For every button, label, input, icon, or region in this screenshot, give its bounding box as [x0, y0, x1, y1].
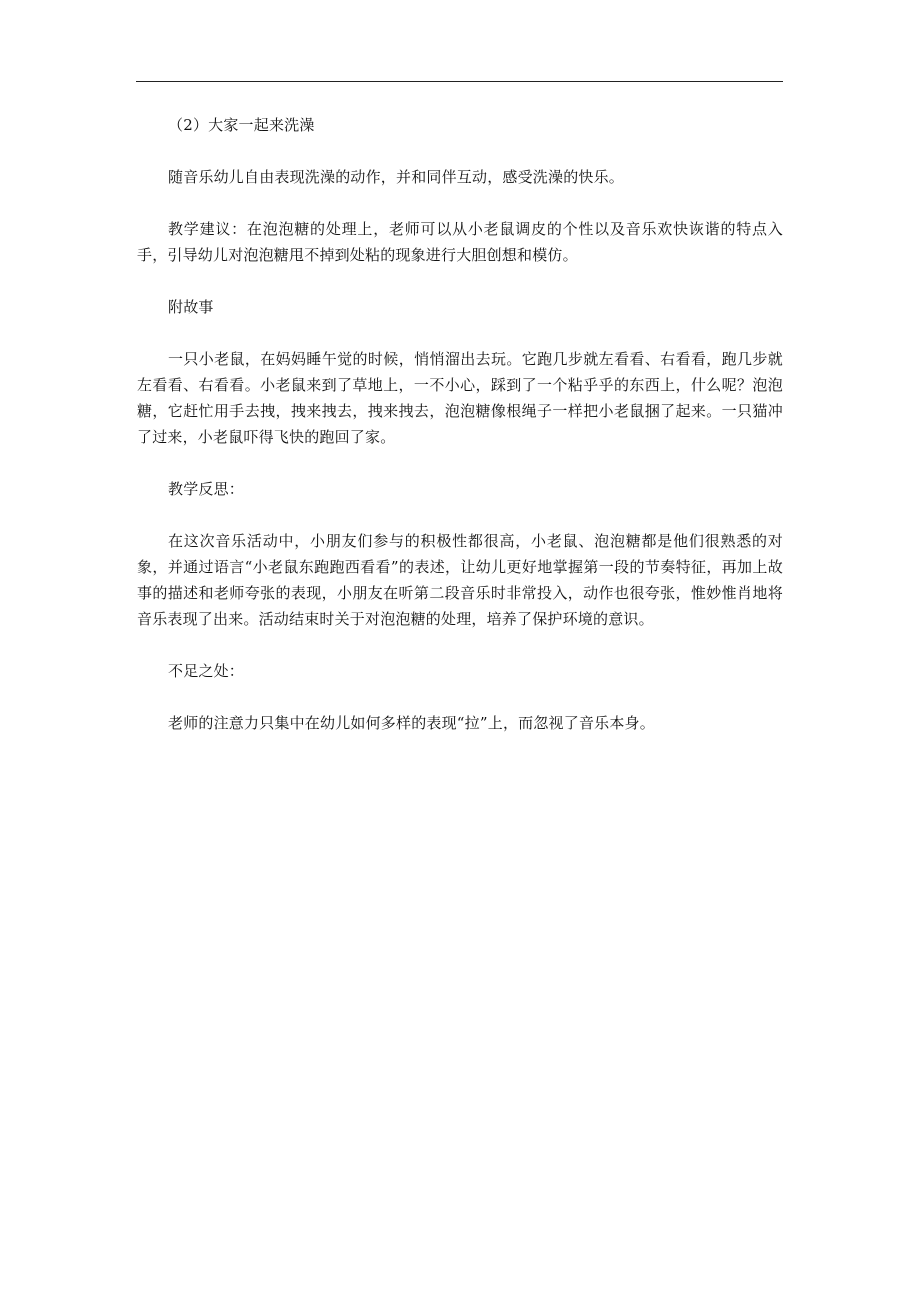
paragraph-story: 一只小老鼠，在妈妈睡午觉的时候，悄悄溜出去玩。它跑几步就左看看、右看看，跑几步就左看看、右看看。小老鼠来到了草地上，一不小心，踩到了一个粘乎乎的东西上，什么呢？泡泡糖，它赶忙用手去拽，拽来拽去，拽来拽去，泡泡糖像根绳子一样把小老鼠捆了起来。一只猫冲了过来，小老鼠吓得飞快的跑回了家。 — [137, 350, 783, 446]
paragraph-reflection: 在这次音乐活动中，小朋友们参与的积极性都很高，小老鼠、泡泡糖都是他们很熟悉的对象，并通过语言“小老鼠东跑跑西看看”的表述，让幼儿更好地掌握第一段的节奏特征，再加上故事的描述和老师夸张的表现，小朋友在听第二段音乐时非常投入，动作也很夸张，惟妙惟肖地将音乐表现了出来。活动结束时关于对泡泡糖的处理，培养了保护环境的意识。 — [137, 532, 783, 628]
heading-teaching-reflection: 教学反思： — [168, 480, 245, 498]
heading-shortcomings: 不足之处： — [168, 662, 245, 680]
section-heading-bath: （2）大家一起来洗澡 — [168, 116, 315, 134]
paragraph-teaching-advice: 教学建议：在泡泡糖的处理上，老师可以从小老鼠调皮的个性以及音乐欢快诙谐的特点入手，引导幼儿对泡泡糖甩不掉到处粘的现象进行大胆创想和模仿。 — [137, 220, 783, 264]
header-rule — [136, 81, 783, 82]
paragraph-bath-activity: 随音乐幼儿自由表现洗澡的动作，并和同伴互动，感受洗澡的快乐。 — [168, 168, 625, 186]
heading-appendix-story: 附故事 — [168, 298, 214, 316]
document-body — [137, 112, 783, 736]
paragraph-shortcomings: 老师的注意力只集中在幼儿如何多样的表现“拉”上，而忽视了音乐本身。 — [168, 714, 655, 732]
